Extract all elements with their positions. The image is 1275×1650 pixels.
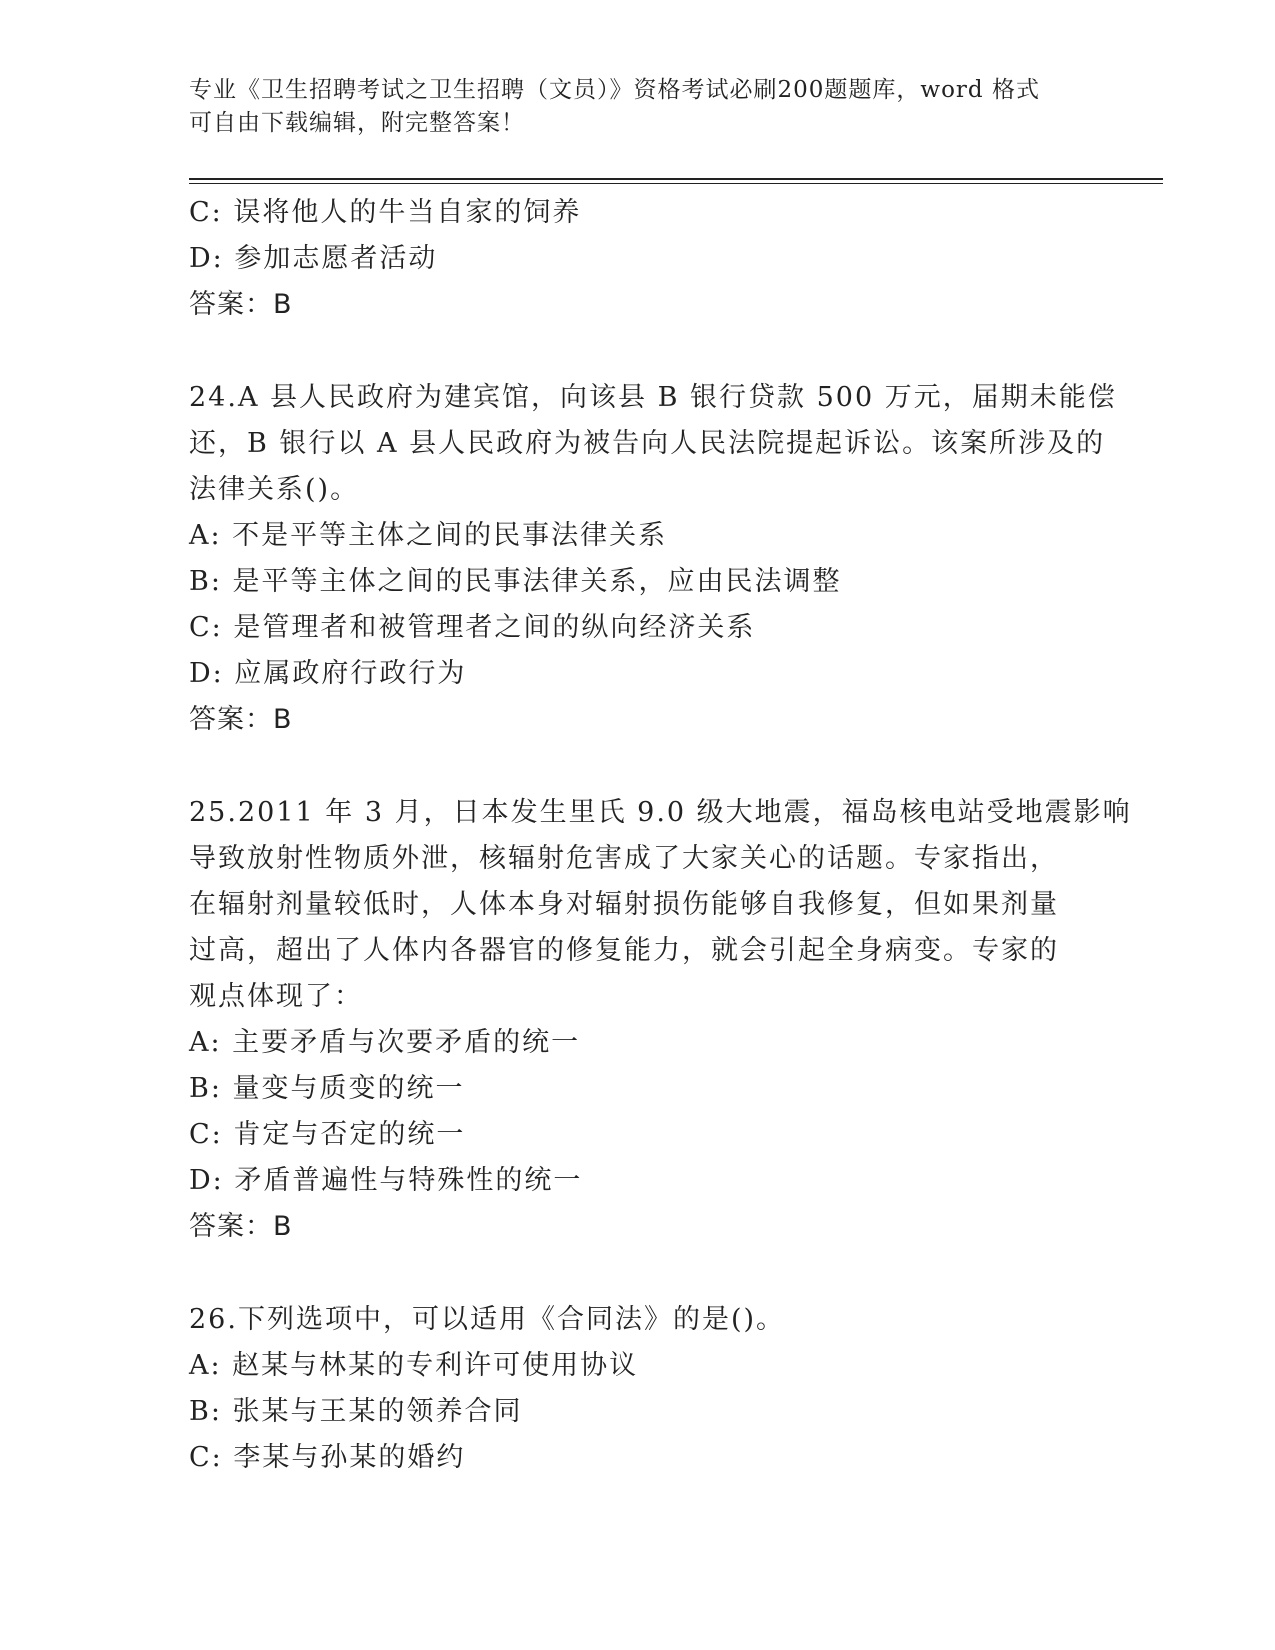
question-option-b: B: 量变与质变的统一 bbox=[189, 1073, 465, 1104]
header-title-line-1: 专业《卫生招聘考试之卫生招聘（文员）》资格考试必刷200题题库，word 格式 bbox=[189, 77, 1040, 103]
question-option-b: B: 是平等主体之间的民事法律关系，应由民法调整 bbox=[189, 566, 842, 597]
header-title-line-2: 可自由下载编辑，附完整答案！ bbox=[189, 110, 525, 136]
question-answer: 答案：B bbox=[189, 289, 293, 320]
question-stem-line: 26.下列选项中，可以适用《合同法》的是()。 bbox=[189, 1304, 786, 1335]
question-24 bbox=[189, 375, 1117, 743]
question-answer: 答案：B bbox=[189, 1211, 293, 1242]
header-divider-thin bbox=[189, 183, 1163, 184]
question-option-c: C: 肯定与否定的统一 bbox=[189, 1119, 466, 1150]
question-stem-line: 24.A 县人民政府为建宾馆，向该县 B 银行贷款 500 万元，届期未能偿 bbox=[189, 382, 1117, 413]
question-stem-line: 过高，超出了人体内各器官的修复能力，就会引起全身病变。专家的 bbox=[189, 935, 1059, 966]
question-stem-line: 还，B 银行以 A 县人民政府为被告向人民法院提起诉讼。该案所涉及的 bbox=[189, 428, 1106, 459]
question-option-a: A: 不是平等主体之间的民事法律关系 bbox=[189, 520, 668, 551]
question-option-d: D: 应属政府行政行为 bbox=[189, 658, 467, 689]
question-option-c: C: 李某与孙某的婚约 bbox=[189, 1442, 466, 1473]
question-spacer bbox=[189, 1250, 1089, 1297]
question-stem-line: 导致放射性物质外泄，核辐射危害成了大家关心的话题。专家指出， bbox=[189, 843, 1059, 874]
question-option-b: B: 张某与王某的领养合同 bbox=[189, 1396, 523, 1427]
question-23 bbox=[189, 190, 1089, 328]
question-stem-line: 法律关系()。 bbox=[189, 474, 360, 505]
question-option-c: C: 是管理者和被管理者之间的纵向经济关系 bbox=[189, 612, 756, 643]
header-divider-thick bbox=[189, 178, 1163, 180]
question-stem-line: 在辐射剂量较低时，人体本身对辐射损伤能够自我修复，但如果剂量 bbox=[189, 889, 1059, 920]
question-25 bbox=[189, 790, 1132, 1250]
question-option-a: A: 主要矛盾与次要矛盾的统一 bbox=[189, 1027, 581, 1058]
question-option-d: D: 矛盾普遍性与特殊性的统一 bbox=[189, 1165, 583, 1196]
question-answer: 答案：B bbox=[189, 704, 293, 735]
question-option-a: A: 赵某与林某的专利许可使用协议 bbox=[189, 1350, 639, 1381]
question-option-c: C: 误将他人的牛当自家的饲养 bbox=[189, 197, 582, 228]
question-26 bbox=[189, 1297, 1089, 1481]
question-stem-line: 观点体现了： bbox=[189, 981, 363, 1012]
document-header bbox=[189, 74, 1089, 140]
question-list bbox=[189, 190, 1132, 1481]
question-spacer bbox=[189, 328, 1089, 375]
question-stem-line: 25.2011 年 3 月，日本发生里氏 9.0 级大地震，福岛核电站受地震影响 bbox=[189, 797, 1132, 828]
question-option-d: D: 参加志愿者活动 bbox=[189, 243, 438, 274]
question-spacer bbox=[189, 743, 1089, 790]
